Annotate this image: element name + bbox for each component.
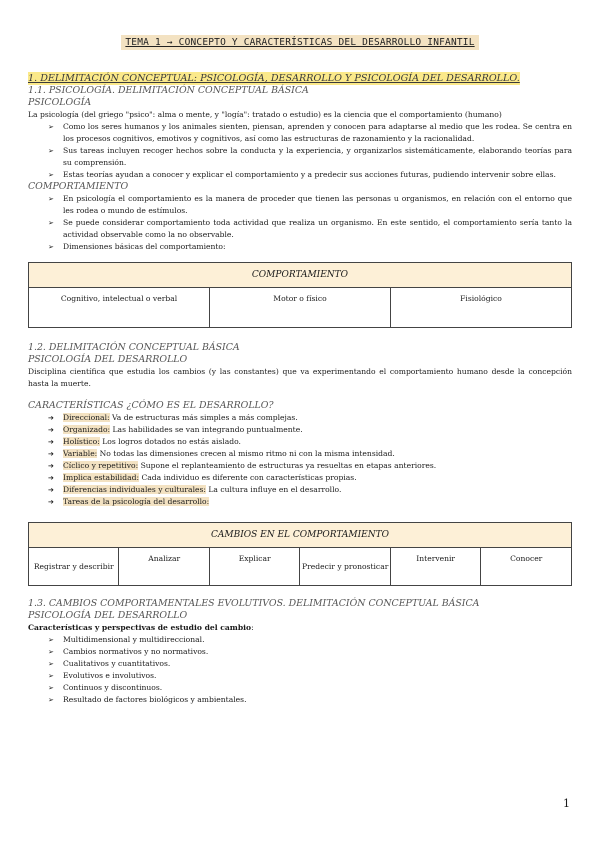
bullet-arrow-icon: ➢ bbox=[48, 684, 54, 692]
list-item: ➢ Sus tareas incluyen recoger hechos sobre la conducta y la experiencia, y organizarlos sistemáticamente, elaborando teorías para su comprensión. bbox=[48, 146, 572, 167]
list-item: ➔ Variable: No todas las dimensiones crecen al mismo ritmo ni con la misma intensidad. bbox=[48, 449, 395, 458]
table-cell: Analizar bbox=[119, 548, 209, 586]
arrow-icon: ➔ bbox=[48, 498, 54, 506]
list-item: ➢ Como los seres humanos y los animales sienten, piensan, aprenden y conocen para adaptarse al medio que les rodea. Se centra en los procesos cognitivos, emotivos y cognitivos, así como las estructuras de razonamiento y la racionalidad. bbox=[48, 122, 572, 143]
list-item: ➔ Diferencias individuales y culturales: La cultura influye en el desarrollo. bbox=[48, 485, 342, 494]
title-wrap bbox=[0, 30, 600, 50]
bullet-arrow-icon: ➢ bbox=[48, 648, 54, 656]
bullet-arrow-icon: ➢ bbox=[48, 195, 54, 203]
table-heading: COMPORTAMIENTO bbox=[29, 263, 572, 288]
bullet-arrow-icon: ➢ bbox=[48, 219, 54, 227]
list-item: ➔ Organizado: Las habilidades se van integrando puntualmente. bbox=[48, 425, 303, 434]
caracteristicas-heading: CARACTERÍSTICAS ¿CÓMO ES EL DESARROLLO? bbox=[28, 400, 274, 411]
arrow-icon: ➔ bbox=[48, 474, 54, 482]
comportamiento-table bbox=[28, 262, 572, 328]
list-item: ➢ Cambios normativos y no normativos. bbox=[48, 647, 209, 656]
arrow-icon: ➔ bbox=[48, 462, 54, 470]
bullet-arrow-icon: ➢ bbox=[48, 243, 54, 251]
bullet-arrow-icon: ➢ bbox=[48, 171, 54, 179]
bullet-arrow-icon: ➢ bbox=[48, 636, 54, 644]
table-heading: CAMBIOS EN EL COMPORTAMIENTO bbox=[29, 523, 572, 548]
arrow-icon: ➔ bbox=[48, 438, 54, 446]
table-cell: Motor o físico bbox=[210, 288, 391, 328]
comportamiento-label: COMPORTAMIENTO bbox=[28, 181, 129, 192]
psicologia-desarrollo-label: PSICOLOGÍA DEL DESARROLLO bbox=[28, 354, 188, 365]
list-item: ➔ Direccional: Va de estructuras más simples a más complejas. bbox=[48, 413, 298, 422]
psicologia-desarrollo-label-2: PSICOLOGÍA DEL DESARROLLO bbox=[28, 610, 188, 621]
list-item: ➔ Tareas de la psicología del desarrollo: bbox=[48, 497, 210, 506]
section-1-1-heading: 1.1. PSICOLOGÍA. DELIMITACIÓN CONCEPTUAL BÁSICA bbox=[28, 85, 309, 96]
psicologia-desarrollo-definition: Disciplina científica que estudia los cambios (y las constantes) que va experimentando el comportamiento humano desde la concepción hasta la muerte. bbox=[28, 367, 572, 388]
list-item: ➢ Resultado de factores biológicos y ambientales. bbox=[48, 695, 247, 704]
table-cell: Conocer bbox=[481, 548, 572, 586]
list-item: ➢ Estas teorías ayudan a conocer y explicar el comportamiento y a predecir sus acciones futuras, pudiendo intervenir sobre ellas. bbox=[48, 170, 556, 179]
bullet-arrow-icon: ➢ bbox=[48, 672, 54, 680]
cambio-lead: Características y perspectivas de estudio del cambio: bbox=[28, 623, 254, 632]
content bbox=[28, 66, 572, 706]
list-item: ➢ Evolutivos e involutivos. bbox=[48, 671, 157, 680]
page-number: 1 bbox=[563, 797, 570, 810]
caracteristicas-list bbox=[28, 412, 572, 508]
list-item: ➢ Dimensiones básicas del comportamiento: bbox=[48, 242, 226, 251]
cambio-list bbox=[28, 634, 572, 706]
arrow-icon: ➔ bbox=[48, 426, 54, 434]
arrow-icon: ➔ bbox=[48, 486, 54, 494]
bullet-arrow-icon: ➢ bbox=[48, 660, 54, 668]
table-cell: Cognitivo, intelectual o verbal bbox=[29, 288, 210, 328]
cambios-table bbox=[28, 522, 572, 586]
section-1-2-heading: 1.2. DELIMITACIÓN CONCEPTUAL BÁSICA bbox=[28, 342, 240, 353]
table-cell: Fisiológico bbox=[391, 288, 572, 328]
table-cell: Explicar bbox=[209, 548, 299, 586]
list-item: ➢ Se puede considerar comportamiento toda actividad que realiza un organismo. En este sentido, el comportamiento sería tanto la actividad observable como la no observable. bbox=[48, 218, 572, 239]
list-item: ➢ Cualitativos y cuantitativos. bbox=[48, 659, 171, 668]
table-cell: Predecir y pronosticar bbox=[300, 548, 390, 586]
list-item: ➢ Continuos y discontinuos. bbox=[48, 683, 163, 692]
bullet-arrow-icon: ➢ bbox=[48, 696, 54, 704]
psicologia-label: PSICOLOGÍA bbox=[28, 97, 92, 108]
table-cell: Registrar y describir bbox=[29, 548, 119, 586]
list-item: ➔ Cíclico y repetitivo: Supone el replanteamiento de estructuras ya resueltas en etapas anteriores. bbox=[48, 461, 437, 470]
bullet-arrow-icon: ➢ bbox=[48, 123, 54, 131]
comportamiento-list bbox=[28, 193, 572, 253]
arrow-icon: ➔ bbox=[48, 450, 54, 458]
table-cell: Intervenir bbox=[390, 548, 480, 586]
section-1-heading: 1. DELIMITACIÓN CONCEPTUAL: PSICOLOGÍA, DESARROLLO Y PSICOLOGÍA DEL DESARROLLO. bbox=[28, 73, 520, 84]
bullet-arrow-icon: ➢ bbox=[48, 147, 54, 155]
document-title: TEMA 1 → CONCEPTO Y CARACTERÍSTICAS DEL DESARROLLO INFANTIL bbox=[121, 35, 478, 50]
psicologia-list bbox=[28, 121, 572, 181]
list-item: ➔ Implica estabilidad: Cada individuo es diferente con características propias. bbox=[48, 473, 357, 482]
list-item: ➢ Multidimensional y multidireccional. bbox=[48, 635, 205, 644]
psicologia-definition: La psicología (del griego "psico": alma o mente, y "logía": tratado o estudio) es la ciencia que el comportamiento (humano) bbox=[28, 110, 502, 119]
arrow-icon: ➔ bbox=[48, 414, 54, 422]
section-1-3-heading: 1.3. CAMBIOS COMPORTAMENTALES EVOLUTIVOS. DELIMITACIÓN CONCEPTUAL BÁSICA bbox=[28, 598, 480, 609]
list-item: ➢ En psicología el comportamiento es la manera de proceder que tienen las personas u organismos, en relación con el entorno que les rodea o mundo de estímulos. bbox=[48, 194, 572, 215]
list-item: ➔ Holístico: Los logros dotados no estás aislado. bbox=[48, 437, 241, 446]
